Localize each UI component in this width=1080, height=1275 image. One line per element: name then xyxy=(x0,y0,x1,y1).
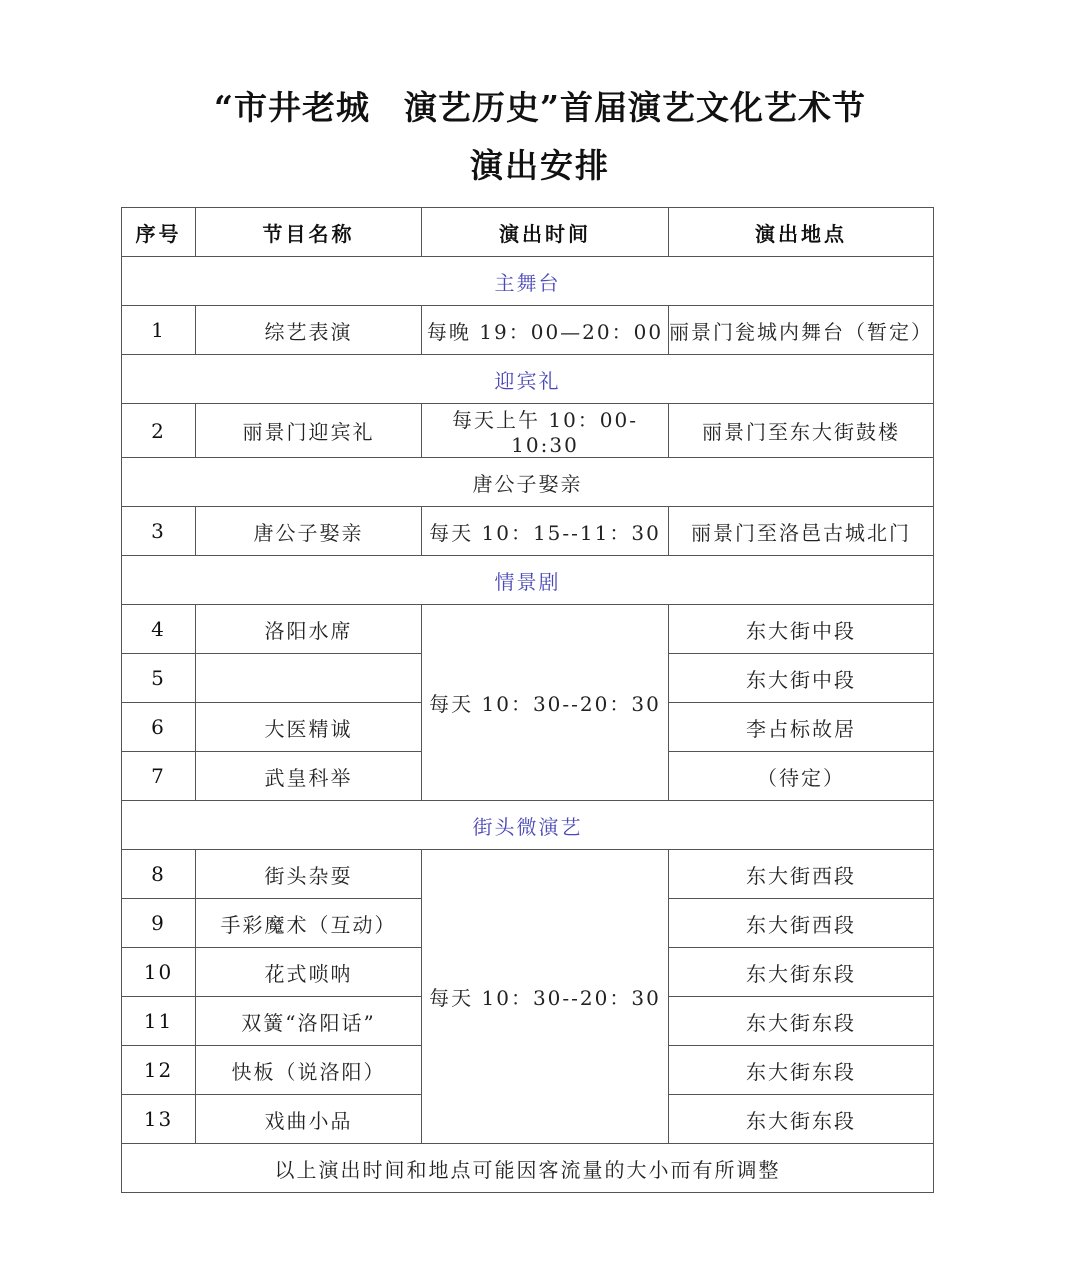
row-no: 4 xyxy=(122,605,196,654)
header-no: 序号 xyxy=(122,208,196,257)
row-name: 双簧“洛阳话” xyxy=(196,997,422,1046)
row-no: 12 xyxy=(122,1046,196,1095)
row-name xyxy=(196,654,422,703)
row-no: 2 xyxy=(122,404,196,458)
section-row xyxy=(122,458,934,507)
section-street: 街头微演艺 xyxy=(122,801,934,850)
row-name: 唐公子娶亲 xyxy=(196,507,422,556)
table-header-row xyxy=(122,208,934,257)
table-row xyxy=(122,306,934,355)
group-time-street: 每天 10：30--20：30 xyxy=(422,850,669,1144)
row-no: 7 xyxy=(122,752,196,801)
section-main-stage: 主舞台 xyxy=(122,257,934,306)
row-no: 9 xyxy=(122,899,196,948)
row-no: 5 xyxy=(122,654,196,703)
note-row xyxy=(122,1144,934,1193)
row-place: 丽景门瓮城内舞台（暂定） xyxy=(669,306,934,355)
row-no: 13 xyxy=(122,1095,196,1144)
row-name: 花式唢呐 xyxy=(196,948,422,997)
row-place: 东大街东段 xyxy=(669,1095,934,1144)
row-name: 戏曲小品 xyxy=(196,1095,422,1144)
section-welcome: 迎宾礼 xyxy=(122,355,934,404)
row-place: 东大街东段 xyxy=(669,997,934,1046)
header-name: 节目名称 xyxy=(196,208,422,257)
row-name: 综艺表演 xyxy=(196,306,422,355)
row-name: 大医精诚 xyxy=(196,703,422,752)
section-drama: 情景剧 xyxy=(122,556,934,605)
footnote: 以上演出时间和地点可能因客流量的大小而有所调整 xyxy=(122,1144,934,1193)
row-place: 东大街中段 xyxy=(669,654,934,703)
row-name: 快板（说洛阳） xyxy=(196,1046,422,1095)
page-subtitle: 演出安排 xyxy=(470,146,610,185)
table-row xyxy=(122,404,934,458)
row-name: 武皇科举 xyxy=(196,752,422,801)
row-place: 丽景门至洛邑古城北门 xyxy=(669,507,934,556)
row-place: 东大街东段 xyxy=(669,948,934,997)
row-time: 每天上午 10：00-10:30 xyxy=(422,404,669,458)
row-no: 3 xyxy=(122,507,196,556)
schedule-table xyxy=(121,207,934,1193)
row-time: 每晚 19：00—20：00 xyxy=(422,306,669,355)
row-place: 东大街西段 xyxy=(669,850,934,899)
row-time: 每天 10：15--11：30 xyxy=(422,507,669,556)
section-row xyxy=(122,801,934,850)
section-wedding: 唐公子娶亲 xyxy=(122,458,934,507)
header-place: 演出地点 xyxy=(669,208,934,257)
row-name: 丽景门迎宾礼 xyxy=(196,404,422,458)
row-place: 东大街中段 xyxy=(669,605,934,654)
row-no: 11 xyxy=(122,997,196,1046)
row-name: 洛阳水席 xyxy=(196,605,422,654)
table-row xyxy=(122,850,934,899)
row-place: （待定） xyxy=(669,752,934,801)
table-row xyxy=(122,605,934,654)
table-row xyxy=(122,507,934,556)
row-place: 丽景门至东大街鼓楼 xyxy=(669,404,934,458)
row-place: 东大街西段 xyxy=(669,899,934,948)
row-place: 东大街东段 xyxy=(669,1046,934,1095)
row-place: 李占标故居 xyxy=(669,703,934,752)
row-no: 6 xyxy=(122,703,196,752)
row-no: 1 xyxy=(122,306,196,355)
section-row xyxy=(122,355,934,404)
row-name: 街头杂耍 xyxy=(196,850,422,899)
section-row xyxy=(122,556,934,605)
header-time: 演出时间 xyxy=(422,208,669,257)
page-title: “市井老城 演艺历史”首届演艺文化艺术节 xyxy=(214,88,866,127)
row-name: 手彩魔术（互动） xyxy=(196,899,422,948)
section-row xyxy=(122,257,934,306)
group-time-drama: 每天 10：30--20：30 xyxy=(422,605,669,801)
row-no: 10 xyxy=(122,948,196,997)
row-no: 8 xyxy=(122,850,196,899)
